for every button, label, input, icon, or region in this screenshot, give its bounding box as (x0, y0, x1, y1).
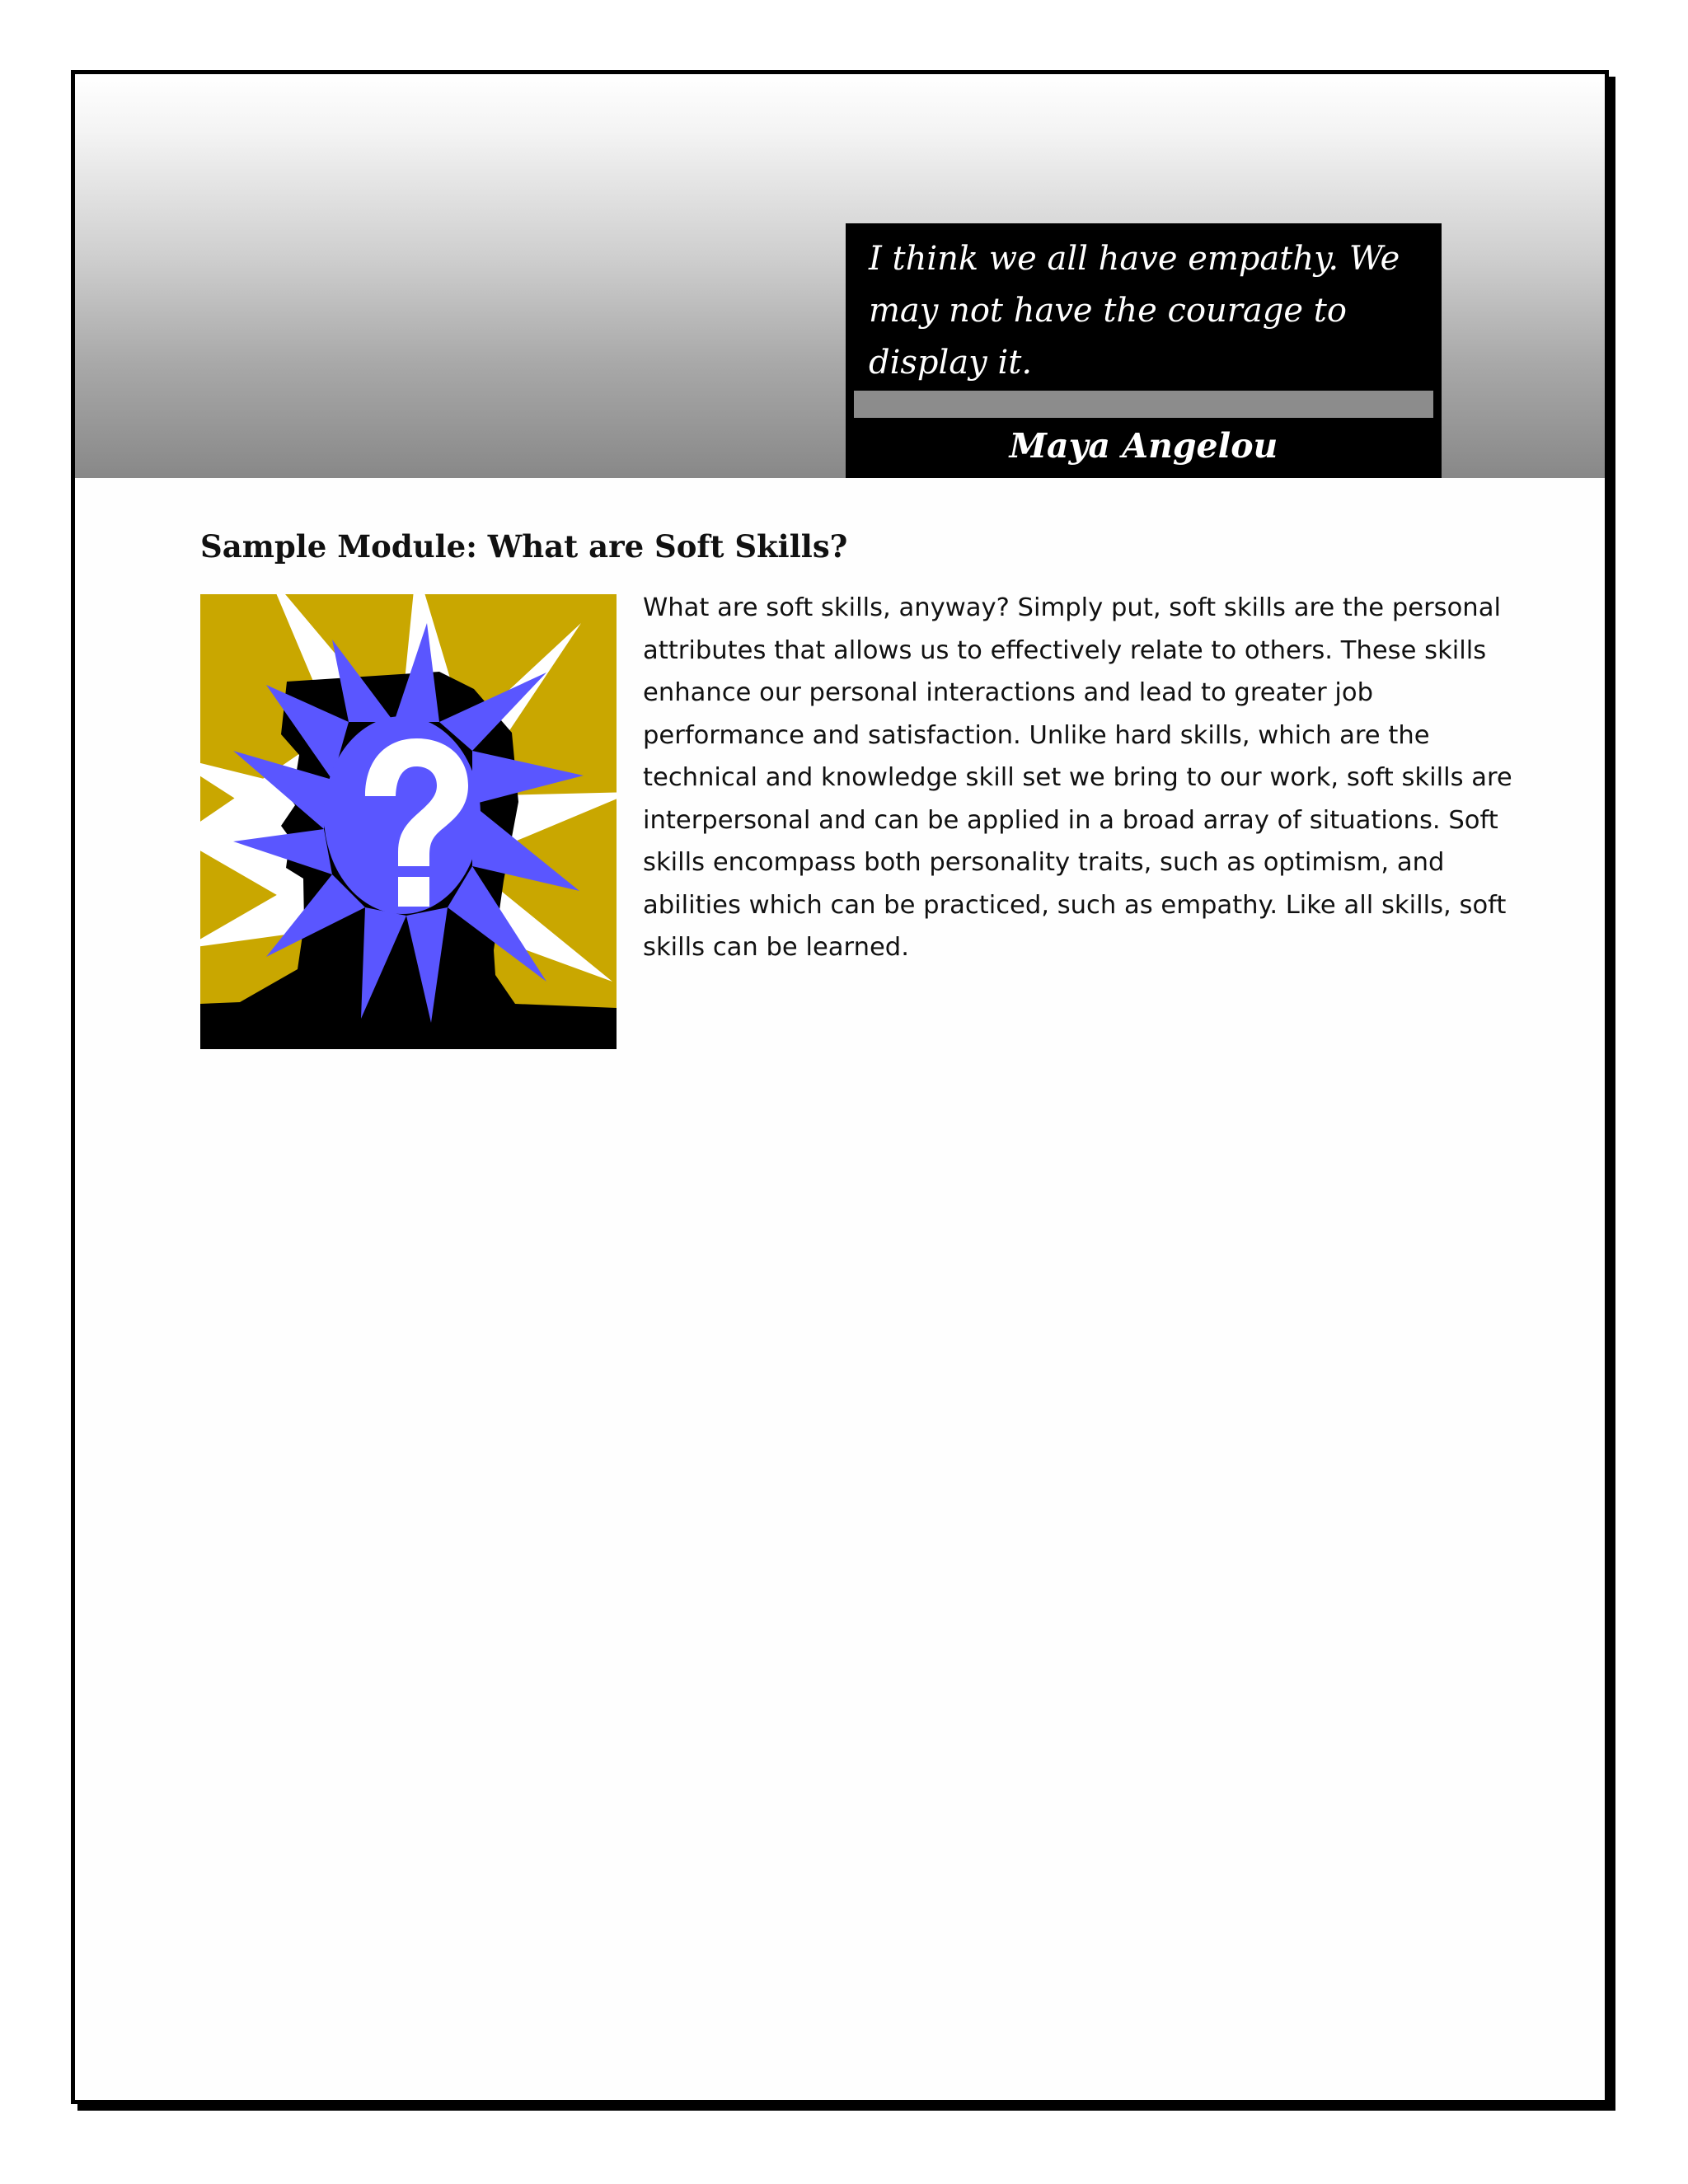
quote-text: I think we all have empathy. We may not have the courage to display it. (869, 240, 1400, 382)
module-title: Sample Module: What are Soft Skills? (200, 528, 848, 565)
question-head-illustration (200, 594, 617, 1049)
quote-divider (854, 391, 1433, 418)
header-band (75, 74, 1605, 478)
quote-author: Maya Angelou (1009, 426, 1278, 466)
page-frame (71, 70, 1609, 2104)
module-body-text: What are soft skills, anyway? Simply put, soft skills are the personal attributes that allows us to effectively relate to others. These skills enhance our personal interactions and lead to greater job performance and satisfaction. Unlike hard skills, which are the technical and knowledge skill set we bring to our work, soft skills are interpersonal and can be applied in a broad array of situations. Soft skills encompass both personality traits, such as optimism, and abilities which can be practiced, such as empathy. Like all skills, soft skills can be learned. (643, 593, 1512, 962)
quote-box (846, 223, 1442, 478)
